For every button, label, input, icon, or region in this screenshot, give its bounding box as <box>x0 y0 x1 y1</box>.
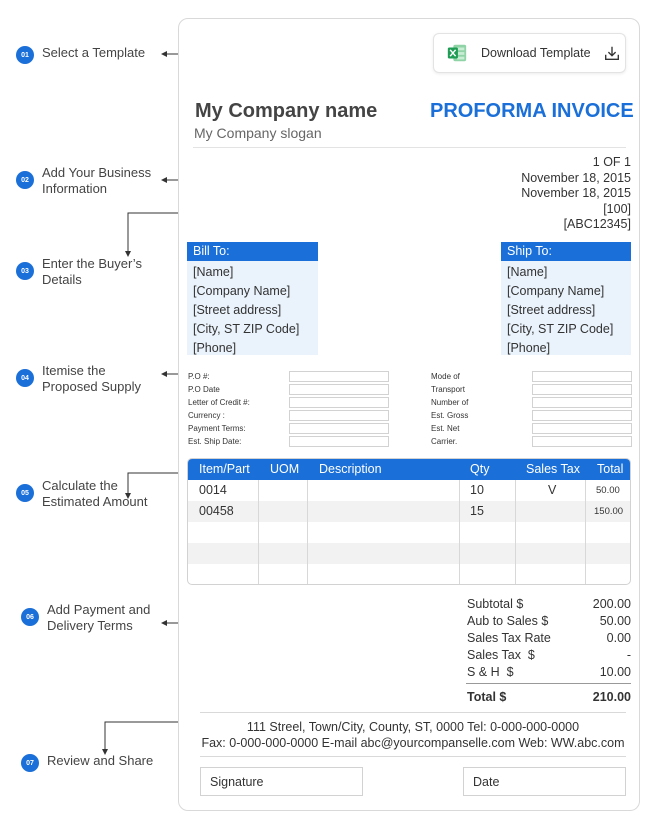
footer-divider <box>200 756 626 757</box>
footer-contact: Fax: 0-000-000-0000 E-mail abc@yourcompanselle.com Web: WW.abc.com <box>201 736 625 750</box>
ship-to-block <box>501 242 631 355</box>
subtotal-value: 200.00 <box>592 597 631 611</box>
bill-to-block <box>187 242 318 355</box>
download-icon <box>603 44 621 62</box>
col-description: Description <box>319 462 382 476</box>
step-number: 04 <box>16 369 34 387</box>
field-letter-of-credit: Letter of Credit #: <box>188 398 250 407</box>
page-count: 1 OF 1 <box>592 155 631 169</box>
bill-to-line: [Name] <box>193 265 234 279</box>
cell-item: 00458 <box>199 504 234 518</box>
download-template-button[interactable] <box>433 33 626 73</box>
customer-id: [ABC12345] <box>563 217 631 231</box>
cell-total: 150.00 <box>594 506 624 517</box>
col-uom: UOM <box>270 462 300 476</box>
grand-total-row <box>467 690 631 704</box>
sales-tax-row <box>467 648 631 662</box>
bill-to-line: [City, ST ZIP Code] <box>193 322 300 336</box>
aub-to-sales-label: Aub to Sales $ <box>467 614 549 628</box>
step-number: 03 <box>16 262 34 280</box>
bill-to-line: [Phone] <box>193 341 237 355</box>
step-number: 02 <box>16 171 34 189</box>
currency-input[interactable] <box>289 410 389 421</box>
step-number: 07 <box>21 754 39 772</box>
col-qty: Qty <box>470 462 490 476</box>
table-row-stripe <box>188 543 631 564</box>
footer-divider <box>200 712 626 713</box>
number-of-input[interactable] <box>532 397 632 408</box>
table-row[interactable] <box>188 501 631 522</box>
items-table <box>187 458 631 585</box>
shipping-handling-label: S & H $ <box>467 665 514 679</box>
step-calculate-amount <box>16 478 148 510</box>
col-divider <box>258 480 259 585</box>
field-currency: Currency : <box>188 411 225 420</box>
expiry-date: November 18, 2015 <box>521 186 631 200</box>
col-divider <box>307 480 308 585</box>
subtotal-row <box>467 597 631 611</box>
step-buyer-details <box>16 256 142 288</box>
step-number: 06 <box>21 608 39 626</box>
download-template-label: Download Template <box>481 46 591 60</box>
aub-to-sales-value: 50.00 <box>599 614 631 628</box>
carrier-input[interactable] <box>532 436 632 447</box>
step-label: Review and Share <box>47 753 154 768</box>
field-mode-of: Mode of <box>431 372 460 381</box>
subtotal-label: Subtotal $ <box>467 597 524 611</box>
sales-tax-rate-label: Sales Tax Rate <box>467 631 551 645</box>
document-title: PROFORMA INVOICE <box>430 100 634 122</box>
step-number: 05 <box>16 484 34 502</box>
table-header <box>188 459 630 480</box>
cell-total: 50.00 <box>596 485 620 496</box>
step-business-info <box>16 165 151 197</box>
po-number-input[interactable] <box>289 371 389 382</box>
field-carrier: Carrier. <box>431 437 458 446</box>
ship-to-line: [Phone] <box>507 341 551 355</box>
grand-total-label: Total $ <box>467 690 507 704</box>
date-field[interactable]: Date <box>463 767 626 796</box>
est-ship-date-input[interactable] <box>289 436 389 447</box>
mode-of-input[interactable] <box>532 371 632 382</box>
step-select-template <box>16 45 145 64</box>
ship-to-line: [Street address] <box>507 303 596 317</box>
col-divider <box>459 480 460 585</box>
po-date-input[interactable] <box>289 384 389 395</box>
col-divider <box>585 480 586 585</box>
field-transport: Transport <box>431 385 465 394</box>
invoice-date: November 18, 2015 <box>521 170 631 185</box>
cell-qty: 10 <box>470 483 484 497</box>
header-divider <box>193 147 626 148</box>
cell-sales-tax: V <box>548 483 557 497</box>
step-label: Calculate the Estimated Amount <box>42 478 148 509</box>
payment-terms-input[interactable] <box>289 423 389 434</box>
field-est-gross: Est. Gross <box>431 411 469 420</box>
bill-to-line: [Street address] <box>193 303 282 317</box>
col-divider <box>515 480 516 585</box>
step-label: Add Payment and Delivery Terms <box>47 602 151 633</box>
grand-total-value: 210.00 <box>592 690 631 704</box>
col-total: Total <box>597 462 624 476</box>
footer-address: 111 Streel, Town/City, County, ST, 0000 Tel: 0-000-000-0000 <box>246 720 580 734</box>
company-name: My Company name <box>195 100 378 122</box>
sales-tax-label: Sales Tax $ <box>467 648 535 662</box>
step-label: Select a Template <box>42 45 146 60</box>
company-slogan: My Company slogan <box>194 125 322 141</box>
sales-tax-rate-value: 0.00 <box>606 631 631 645</box>
col-item-part: Item/Part <box>199 462 250 476</box>
step-number: 01 <box>16 46 34 64</box>
invoice-number: [100] <box>603 201 631 216</box>
aub-to-sales-row <box>467 614 631 628</box>
ship-to-line: [Name] <box>507 265 548 279</box>
step-payment-terms <box>21 602 150 634</box>
ship-to-line: [Company Name] <box>507 284 605 298</box>
step-review-share <box>21 753 153 772</box>
excel-icon <box>446 42 468 64</box>
step-label: Itemise the Proposed Supply <box>42 363 142 394</box>
col-sales-tax: Sales Tax <box>526 462 580 476</box>
step-itemise-supply <box>16 363 141 395</box>
letter-of-credit-input[interactable] <box>289 397 389 408</box>
field-number-of: Number of <box>431 398 469 407</box>
sales-tax-value: - <box>626 648 631 662</box>
sales-tax-rate-row <box>467 631 631 645</box>
ship-to-title: Ship To: <box>501 242 631 261</box>
bill-to-title: Bill To: <box>187 242 318 261</box>
field-est-net: Est. Net <box>431 424 460 433</box>
cell-qty: 15 <box>470 504 484 518</box>
table-row[interactable] <box>188 480 631 501</box>
transport-input[interactable] <box>532 384 632 395</box>
step-label: Enter the Buyer’s Details <box>42 256 142 287</box>
totals-divider <box>466 683 631 684</box>
field-po-date: P.O Date <box>188 385 220 394</box>
field-po-number: P.O #: <box>188 372 210 381</box>
field-est-ship-date: Est. Ship Date: <box>188 437 242 446</box>
ship-to-line: [City, ST ZIP Code] <box>507 322 614 336</box>
est-net-input[interactable] <box>532 423 632 434</box>
step-label: Add Your Business Information <box>42 165 152 196</box>
cell-item: 0014 <box>199 483 227 497</box>
est-gross-input[interactable] <box>532 410 632 421</box>
bill-to-line: [Company Name] <box>193 284 291 298</box>
shipping-handling-row <box>467 665 631 679</box>
field-payment-terms: Payment Terms: <box>188 424 246 433</box>
signature-field[interactable]: Signature <box>200 767 363 796</box>
shipping-handling-value: 10.00 <box>599 665 631 679</box>
invoice-meta <box>521 155 631 233</box>
